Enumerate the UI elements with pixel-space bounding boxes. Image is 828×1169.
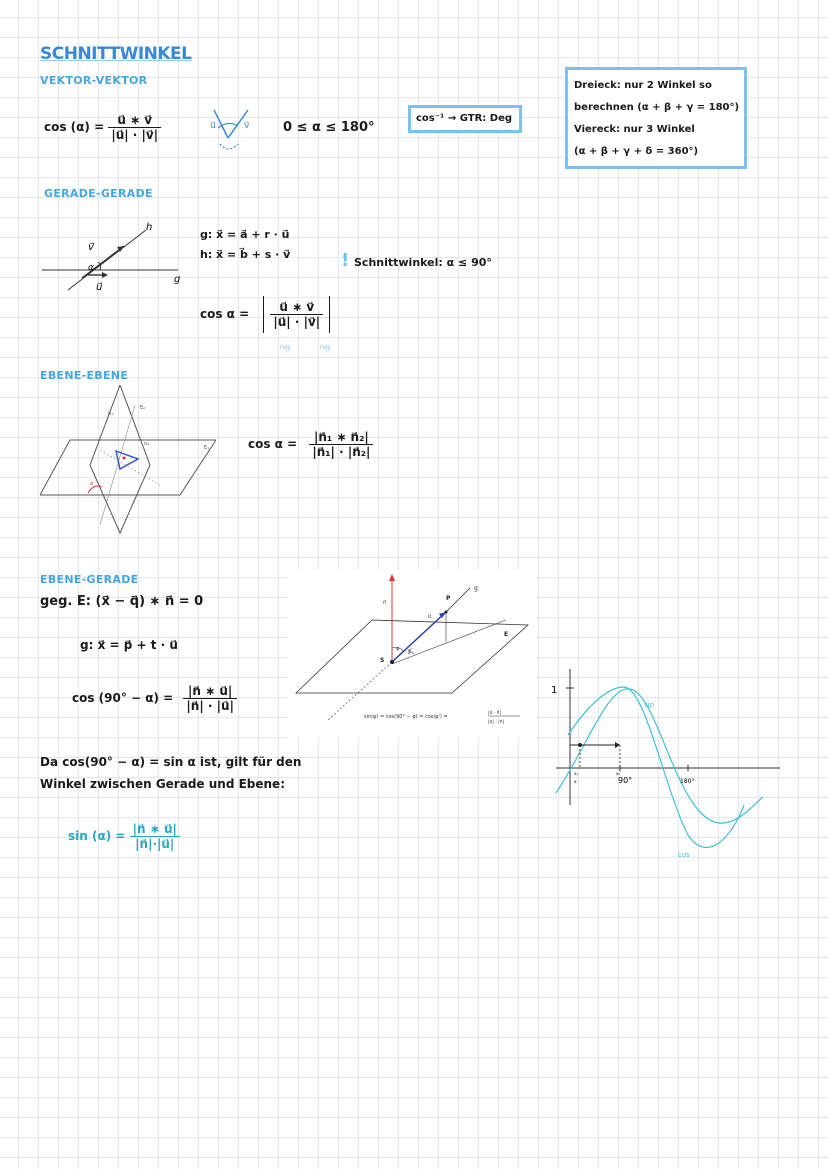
note-mark: ! [341,250,350,271]
plane-line-diagram-panel [288,570,536,738]
graph-x-tick-90: 90° [618,776,633,785]
sin-numerator: |n⃗ ∗ u⃗| [130,822,180,837]
diagram-s-label: S [380,657,385,664]
pl-cos-numerator: |n⃗ ∗ u⃗| [183,684,237,699]
cos-lhs: cos α = [200,307,250,321]
explanation-line-2: Winkel zwischen Gerade und Ebene: [40,777,285,791]
label-h: h [146,222,153,233]
plane-line-diagram [288,570,536,738]
plane-plane-diagram [40,385,216,537]
pl-cos-denominator: |n⃗| · |u⃗| [186,699,234,713]
calculator-hint-box [408,105,522,133]
cos-fraction [270,300,323,329]
under-note-left: rvg. [280,344,292,351]
formula-fraction [108,113,161,142]
angle-note: Schnittwinkel: α ≤ 90° [354,256,492,269]
graph-y-tick: 1 [551,685,558,696]
plane-cos-lhs: cos α = [248,437,298,451]
info-line-1: Dreieck: nur 2 Winkel so [574,80,712,91]
diagram-phi-prime-label: φ' [408,648,413,654]
info-line-4: (α + β + γ + δ = 360°) [574,146,699,157]
info-line-2: berechnen (α + β + γ = 180°) [574,102,740,113]
diagram-n-label: n⃗ [383,600,387,606]
calculator-hint: cos⁻¹ → GTR: Deg [416,113,513,124]
diagram-caption-den: |u⃗| · |n⃗| [488,720,505,725]
cos-numerator: u⃗ ∗ v⃗ [270,300,323,315]
diagram-p-label: P [446,595,451,602]
graph-x-tick-180: 180° [680,778,695,785]
sine-cosine-graph [548,665,788,865]
line-h-equation: h: x⃗ = b⃗ + s · v⃗ [200,248,291,261]
label-alpha: α [88,263,94,273]
info-line-3: Viereck: nur 3 Winkel [574,124,695,135]
line-line-formula [200,296,330,333]
under-note-right: rvg. [320,344,332,351]
sine-formula [68,822,180,851]
diagram-e-label: E [504,631,509,638]
sin-fraction [130,822,180,851]
cos-denominator: |u⃗| · |v⃗| [273,315,321,329]
heading-vektor-vektor: VEKTOR-VEKTOR [40,74,148,87]
plane-cos-fraction [309,430,373,459]
line-g-equation: g: x⃗ = a⃗ + r · u⃗ [200,228,290,241]
plane-cos-denominator: |n⃗₁| · |n⃗₂| [312,445,371,459]
label-u: u⃗ [96,282,103,293]
formula-denominator: |u⃗| · |v⃗| [111,128,159,142]
line-line-diagram [38,218,188,298]
given-plane-equation: geg. E: (x⃗ − q⃗) ∗ n⃗ = 0 [40,594,204,609]
plane-n2: n₂ [144,441,150,447]
sketch-v-label: v⃗ [244,121,250,131]
plane-n1: n₁ [108,411,114,417]
info-box [565,67,747,169]
angle-range: 0 ≤ α ≤ 180° [283,120,375,135]
diagram-caption-num: |u⃗ · n⃗| [488,711,502,716]
graph-small-label-3: x₂ [616,771,620,776]
formula-numerator: u⃗ ∗ v⃗ [108,113,161,128]
given-line-equation: g: x⃗ = p⃗ + t · u⃗ [80,638,178,652]
formula-vector-angle [44,113,161,142]
diagram-g-label: g [474,585,478,592]
plane-e1: E₁ [204,445,210,451]
sin-lhs: sin (α) = [68,829,126,843]
sin-denominator: |n⃗|·|u⃗| [135,837,175,851]
plane-line-formula [72,684,237,713]
plane-cos-numerator: |n⃗₁ ∗ n⃗₂| [309,430,373,445]
sketch-u-label: u⃗ [210,121,216,131]
heading-ebene-gerade: EBENE-GERADE [40,573,139,586]
graph-small-label-2: α [574,779,577,784]
graph-cos-label: cos [678,851,690,859]
explanation-line-1: Da cos(90° − α) = sin α ist, gilt für den [40,755,302,769]
plane-alpha: α [90,481,94,487]
graph-sin-label: sin [644,701,655,709]
diagram-phi-label: φ [396,646,400,652]
heading-gerade-gerade: GERADE-GERADE [44,187,153,200]
graph-small-label-1: x₁ [574,771,578,776]
diagram-caption: sin(φ) = cos(90° − φ) = cos(φ') = [364,714,448,720]
diagram-u-label: u⃗ [428,614,432,620]
absolute-value [263,296,330,333]
heading-ebene-ebene: EBENE-EBENE [40,369,129,382]
plane-e2: E₂ [140,405,146,411]
pl-cos-fraction [183,684,237,713]
label-g: g [174,274,181,285]
vector-angle-sketch [206,104,266,156]
formula-lhs: cos (α) = [44,120,105,134]
pl-cos-lhs: cos (90° − α) = [72,691,174,705]
label-v: v⃗ [88,242,94,253]
plane-plane-formula [248,430,373,459]
page-title: SCHNITTWINKEL [40,44,192,64]
